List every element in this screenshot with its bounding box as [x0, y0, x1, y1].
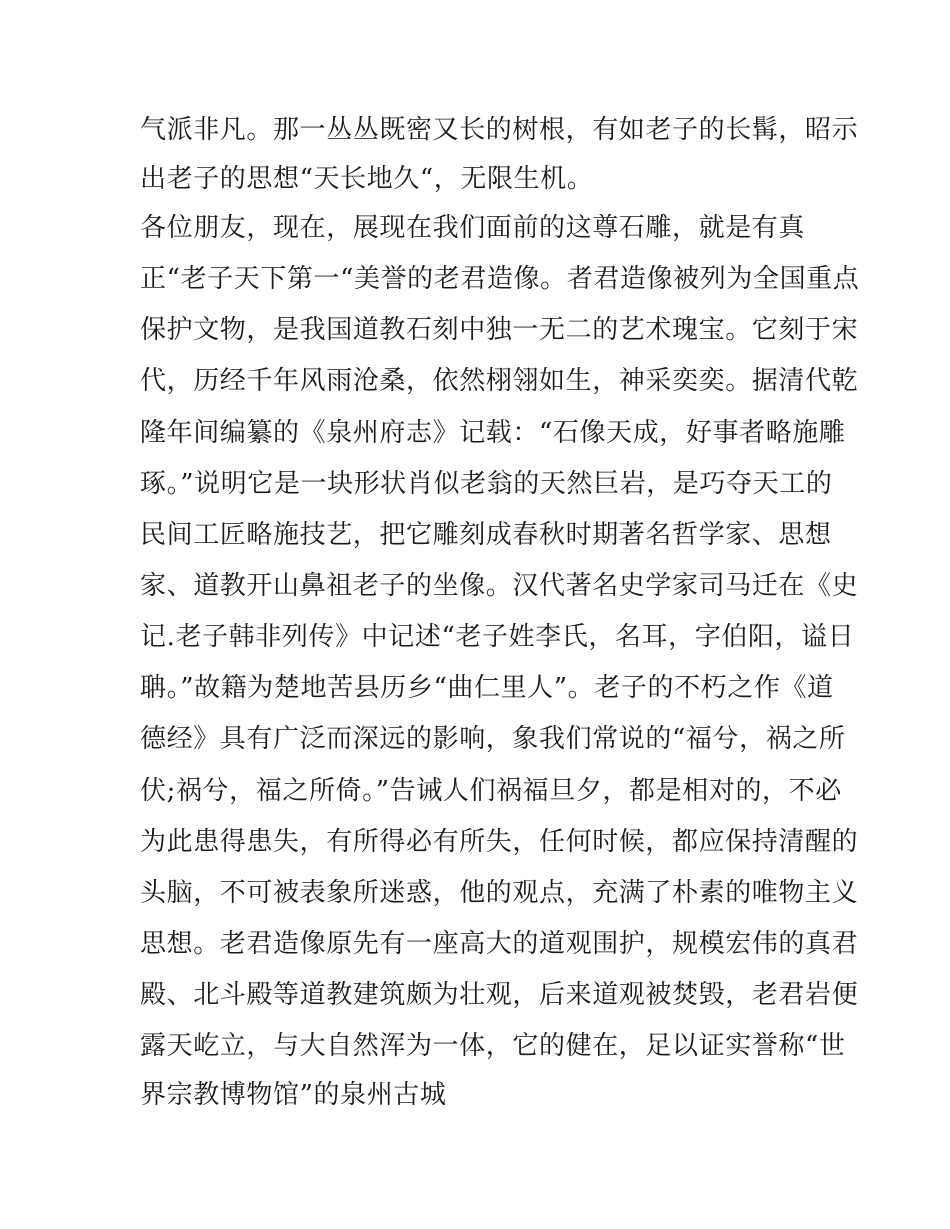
text-line: 殿、北斗殿等道教建筑颇为壮观，后来道观被焚毁，老君岩便 [140, 980, 859, 1010]
text-line: 正“老子天下第一“美誉的老君造像。者君造像被列为全国重点 [140, 264, 860, 294]
text-line: 家、道教开山鼻祖老子的坐像。汉代著名史学家司马迁在《史 [140, 571, 859, 601]
text-line: 保护文物，是我国道教石刻中独一无二的艺术瑰宝。它刻于宋 [140, 315, 859, 345]
text-line: 聃。”故籍为楚地苦县历乡“曲仁里人”。老子的不朽之作《道 [140, 673, 834, 703]
text-line: 代，历经千年风雨沧桑，依然栩翎如生，神采奕奕。据清代乾 [140, 366, 859, 396]
text-line: 露天屹立，与大自然浑为一体，它的健在，足以证实誉称“世 [140, 1031, 846, 1061]
text-line: 民间工匠略施技艺，把它雕刻成春秋时期著名哲学家、思想 [140, 520, 832, 550]
text-line: 头脑，不可被表象所迷惑，他的观点，充满了朴素的唯物主义 [140, 878, 859, 908]
text-line: 思想。老君造像原先有一座高大的道观围护，规模宏伟的真君 [140, 929, 859, 959]
text-line: 记.老子韩非列传》中记述“老子姓李氏，名耳，字伯阳，谥日 [140, 622, 855, 652]
text-line: 隆年间编纂的《泉州府志》记载：“石像天成，好事者略施雕 [140, 418, 846, 448]
text-line: 气派非凡。那一丛丛既密又长的树根，有如老子的长髯，昭示 [140, 115, 859, 145]
text-line: 界宗教博物馆”的泉州古城 [140, 1080, 447, 1110]
text-line: 琢。”说明它是一块形状肖似老翁的天然巨岩，是巧夺天工的 [140, 469, 833, 499]
text-line: 为此患得患失，有所得必有所失，任何时候，都应保持清醒的 [140, 827, 859, 857]
text-line: 各位朋友，现在，展现在我们面前的这尊石雕，就是有真 [140, 213, 806, 243]
text-line: 德经》具有广泛而深远的影响，象我们常说的“福兮，祸之所 [140, 724, 846, 754]
text-line: 伏;祸兮，福之所倚。”告诫人们祸福旦夕，都是相对的，不必 [140, 776, 842, 806]
text-line: 出老子的思想“天长地久“，无限生机。 [140, 164, 594, 194]
